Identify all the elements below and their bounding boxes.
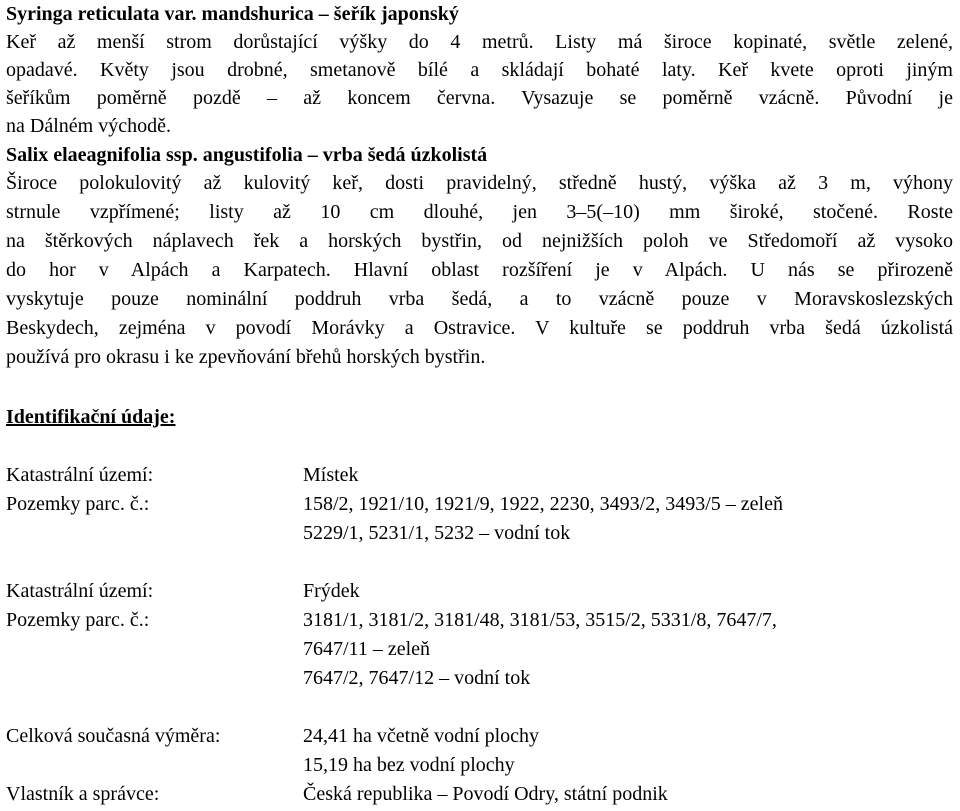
paragraph-line: Keř až menší strom dorůstající výšky do 4 metrů. Listy má široce kopinaté, světle zelené,: [6, 31, 953, 53]
area-label: Celková současná výměra:: [6, 725, 221, 747]
paragraph-line: používá pro okrasu i ke zpevňování břehů horských bystřin.: [6, 346, 486, 368]
parcels-value-line: 5229/1, 5231/1, 5232 – vodní tok: [303, 522, 571, 544]
cadastre-label: Katastrální území:: [6, 464, 154, 486]
parcels-value-line: 3181/1, 3181/2, 3181/48, 3181/53, 3515/2, 5331/8, 7647/7,: [303, 609, 777, 631]
area-value-line: 24,41 ha včetně vodní plochy: [303, 725, 540, 747]
paragraph-line: na Dálném východě.: [6, 115, 171, 137]
paragraph-line: na štěrkových náplavech řek a horských bystřin, od nejnižších poloh ve Středomoří až vysoko: [6, 230, 953, 252]
parcels-value-line: 7647/2, 7647/12 – vodní tok: [303, 667, 531, 689]
parcels-value-line: 158/2, 1921/10, 1921/9, 1922, 2230, 3493/2, 3493/5 – zeleň: [303, 493, 783, 515]
paragraph-line: vyskytuje pouze nominální poddruh vrba šedá, a to vzácně pouze v Moravskoslezských: [6, 288, 953, 310]
identification-heading: Identifikační údaje:: [6, 406, 176, 428]
cadastre-value: Místek: [303, 464, 359, 486]
owner-value: Česká republika – Povodí Odry, státní podnik: [303, 783, 668, 805]
paragraph-line: Beskydech, zejména v povodí Morávky a Ostravice. V kultuře se poddruh vrba šedá úzkolistá: [6, 317, 953, 339]
paragraph-line: opadavé. Květy jsou drobné, smetanově bílé a skládají bohaté laty. Keř kvete oproti jiným: [6, 59, 953, 81]
paragraph-line: do hor v Alpách a Karpatech. Hlavní oblast rozšíření je v Alpách. U nás se přirozeně: [6, 259, 953, 281]
cadastre-value: Frýdek: [303, 580, 360, 602]
area-value-line: 15,19 ha bez vodní plochy: [303, 754, 515, 776]
parcels-label: Pozemky parc. č.:: [6, 493, 150, 515]
parcels-value-line: 7647/11 – zeleň: [303, 638, 431, 660]
paragraph-line: Široce polokulovitý až kulovitý keř, dosti pravidelný, středně hustý, výška až 3 m, výhony: [6, 172, 953, 194]
species-title-syringa: Syringa reticulata var. mandshurica – šeřík japonský: [6, 3, 459, 25]
owner-label: Vlastník a správce:: [6, 783, 160, 805]
paragraph-line: šeříkům poměrně pozdě – až koncem června. Vysazuje se poměrně vzácně. Původní je: [6, 87, 953, 109]
species-title-salix: Salix elaeagnifolia ssp. angustifolia – vrba šedá úzkolistá: [6, 144, 488, 166]
paragraph-line: strnule vzpřímené; listy až 10 cm dlouhé, jen 3–5(–10) mm široké, stočené. Roste: [6, 201, 953, 223]
parcels-label: Pozemky parc. č.:: [6, 609, 150, 631]
cadastre-label: Katastrální území:: [6, 580, 154, 602]
